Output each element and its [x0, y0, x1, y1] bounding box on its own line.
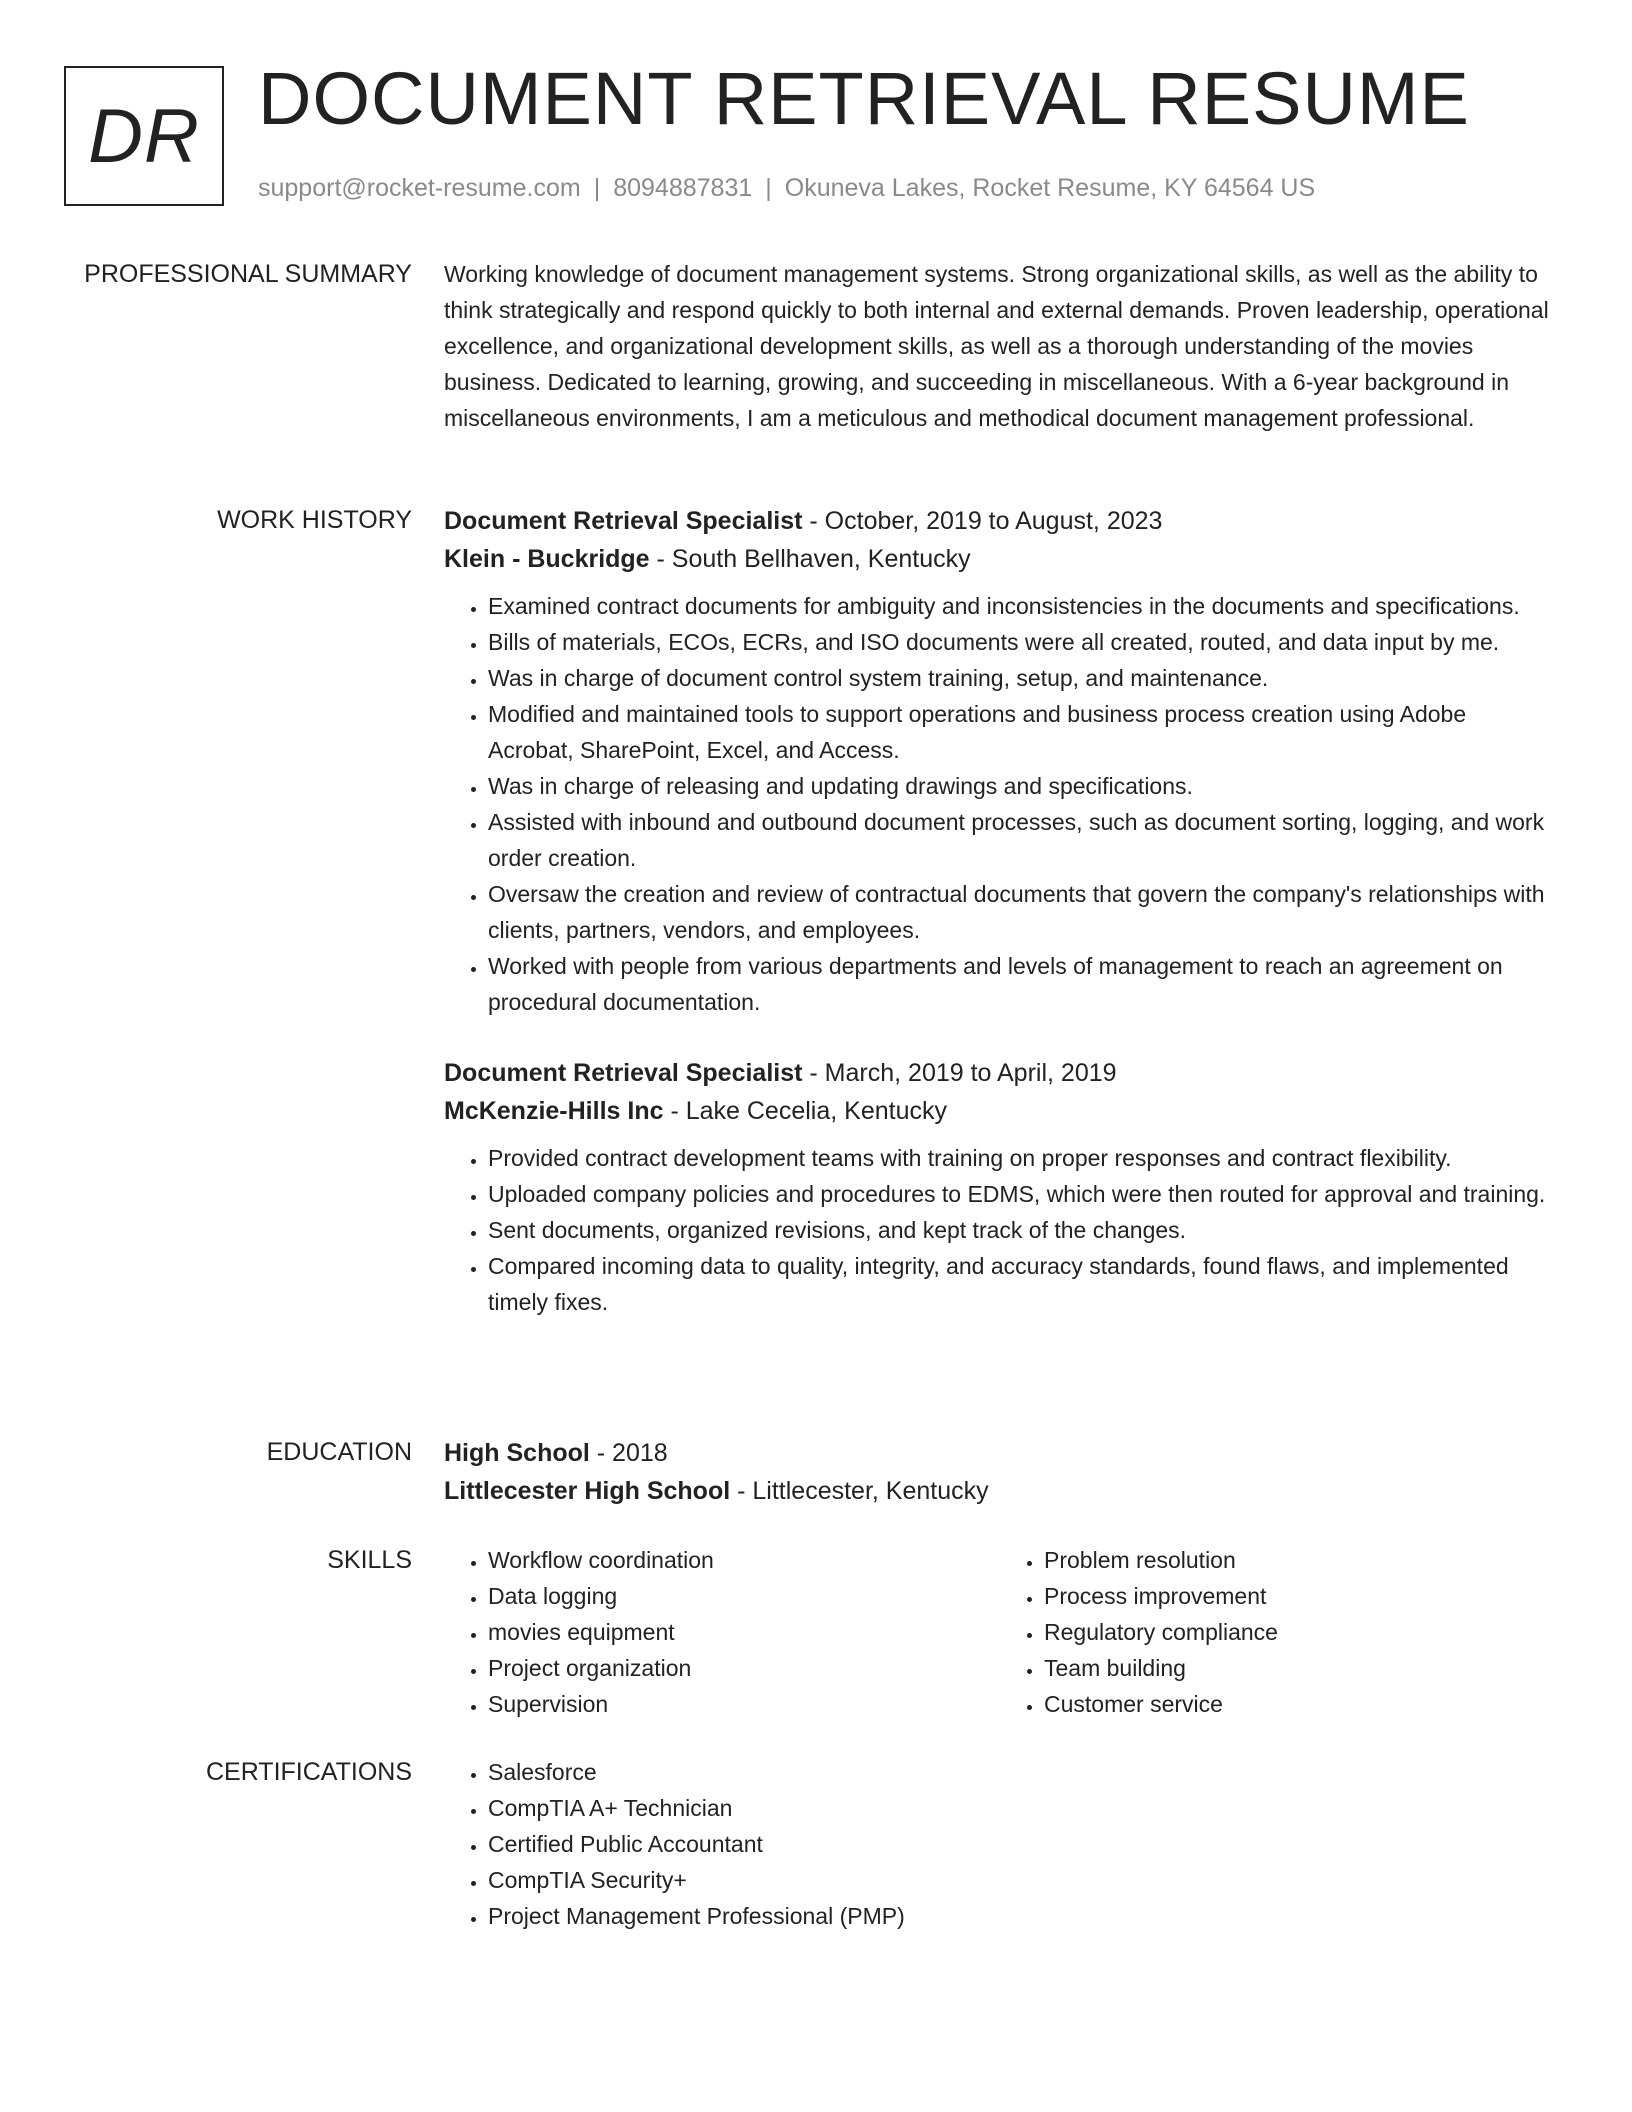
- list-item: • Bills of materials, ECOs, ECRs, and ISO documents were all created, routed, and data input by me.: [488, 624, 1556, 660]
- education-location: - Littlecester, Kentucky: [730, 1477, 989, 1505]
- list-item: • Workflow coordination: [488, 1542, 1000, 1578]
- job-company: Klein - Buckridge: [444, 545, 650, 573]
- job-entry: [444, 1054, 1556, 1320]
- job-company: McKenzie-Hills Inc: [444, 1097, 664, 1125]
- section-label-certifications: CERTIFICATIONS: [205, 1758, 412, 1786]
- job-dates: - October, 2019 to August, 2023: [802, 507, 1163, 535]
- skills-grid: [444, 1542, 1556, 1722]
- list-item: • Process improvement: [1044, 1578, 1556, 1614]
- job-dates: - March, 2019 to April, 2019: [802, 1059, 1117, 1087]
- resume-title: DOCUMENT RETRIEVAL RESUME: [258, 57, 1470, 140]
- list-item: • Modified and maintained tools to support operations and business process creation using Adobe Acrobat, SharePoint, Excel, and Access.: [488, 696, 1556, 768]
- skills-list-right: [1000, 1542, 1556, 1722]
- work-history-body: [444, 502, 1556, 1320]
- initials-monogram: DR: [64, 66, 224, 206]
- list-item: • Oversaw the creation and review of contractual documents that govern the company's relationships with clients, partners, vendors, and employees.: [488, 876, 1556, 948]
- contact-address: Okuneva Lakes, Rocket Resume, KY 64564 US: [784, 174, 1316, 202]
- list-item: • Sent documents, organized revisions, and kept track of the changes.: [488, 1212, 1556, 1248]
- certifications-list: [444, 1754, 1556, 1934]
- job-company-line: [444, 1092, 1556, 1130]
- skills-body: [444, 1542, 1556, 1722]
- list-item: • Assisted with inbound and outbound document processes, such as document sorting, logging, and work order creation.: [488, 804, 1556, 876]
- education-school-line: [444, 1472, 1556, 1510]
- list-item: • Was in charge of releasing and updating drawings and specifications.: [488, 768, 1556, 804]
- job-location: - Lake Cecelia, Kentucky: [663, 1097, 947, 1125]
- certifications-body: [444, 1754, 1556, 1934]
- list-item: • CompTIA A+ Technician: [488, 1790, 1556, 1826]
- education-degree-line: [444, 1434, 1556, 1472]
- list-item: • Salesforce: [488, 1754, 1556, 1790]
- job-bullets: [444, 1140, 1556, 1320]
- list-item: • Certified Public Accountant: [488, 1826, 1556, 1862]
- list-item: • Data logging: [488, 1578, 1000, 1614]
- contact-separator: |: [765, 174, 772, 202]
- section-label-summary: PROFESSIONAL SUMMARY: [84, 260, 412, 288]
- education-year: - 2018: [589, 1439, 668, 1467]
- list-item: • Supervision: [488, 1686, 1000, 1722]
- job-entry: [444, 502, 1556, 1020]
- section-label-skills: SKILLS: [327, 1546, 412, 1574]
- list-item: • Customer service: [1044, 1686, 1556, 1722]
- list-item: • Project Management Professional (PMP): [488, 1898, 1556, 1934]
- contact-separator: |: [593, 174, 601, 202]
- section-label-work-history: WORK HISTORY: [217, 506, 412, 534]
- list-item: • Was in charge of document control system training, setup, and maintenance.: [488, 660, 1556, 696]
- job-title-line: [444, 502, 1556, 540]
- list-item: • Regulatory compliance: [1044, 1614, 1556, 1650]
- job-title: Document Retrieval Specialist: [444, 507, 803, 535]
- job-bullets: [444, 588, 1556, 1020]
- list-item: • CompTIA Security+: [488, 1862, 1556, 1898]
- list-item: • Problem resolution: [1044, 1542, 1556, 1578]
- summary-text: Working knowledge of document management systems. Strong organizational skills, as well as the ability to think strategically and respond quickly to both internal and external demands. Proven leadership, operational excellence, and organizational development skills, as well as a thorough understanding of the movies business. Dedicated to learning, growing, and succeeding in miscellaneous. With a 6-year background in miscellaneous environments, I am a meticulous and methodical document management professional.: [444, 261, 1549, 431]
- list-item: • Team building: [1044, 1650, 1556, 1686]
- list-item: • movies equipment: [488, 1614, 1000, 1650]
- list-item: • Examined contract documents for ambiguity and inconsistencies in the documents and specifications.: [488, 588, 1556, 624]
- list-item: • Compared incoming data to quality, integrity, and accuracy standards, found flaws, and implemented timely fixes.: [488, 1248, 1556, 1320]
- list-item: • Worked with people from various departments and levels of management to reach an agreement on procedural documentation.: [488, 948, 1556, 1020]
- list-item: • Uploaded company policies and procedures to EDMS, which were then routed for approval and training.: [488, 1176, 1556, 1212]
- education-school: Littlecester High School: [444, 1477, 731, 1505]
- summary-body: [444, 256, 1556, 436]
- contact-email[interactable]: support@rocket-resume.com: [258, 174, 581, 202]
- education-degree: High School: [444, 1439, 590, 1467]
- job-title: Document Retrieval Specialist: [444, 1059, 803, 1087]
- skills-list-left: [444, 1542, 1000, 1722]
- contact-phone[interactable]: 8094887831: [613, 174, 753, 202]
- list-item: • Project organization: [488, 1650, 1000, 1686]
- job-title-line: [444, 1054, 1556, 1092]
- contact-line: [258, 174, 1315, 203]
- section-label-education: EDUCATION: [266, 1438, 412, 1466]
- job-location: - South Bellhaven, Kentucky: [649, 545, 971, 573]
- job-company-line: [444, 540, 1556, 578]
- list-item: • Provided contract development teams with training on proper responses and contract flexibility.: [488, 1140, 1556, 1176]
- education-body: [444, 1434, 1556, 1510]
